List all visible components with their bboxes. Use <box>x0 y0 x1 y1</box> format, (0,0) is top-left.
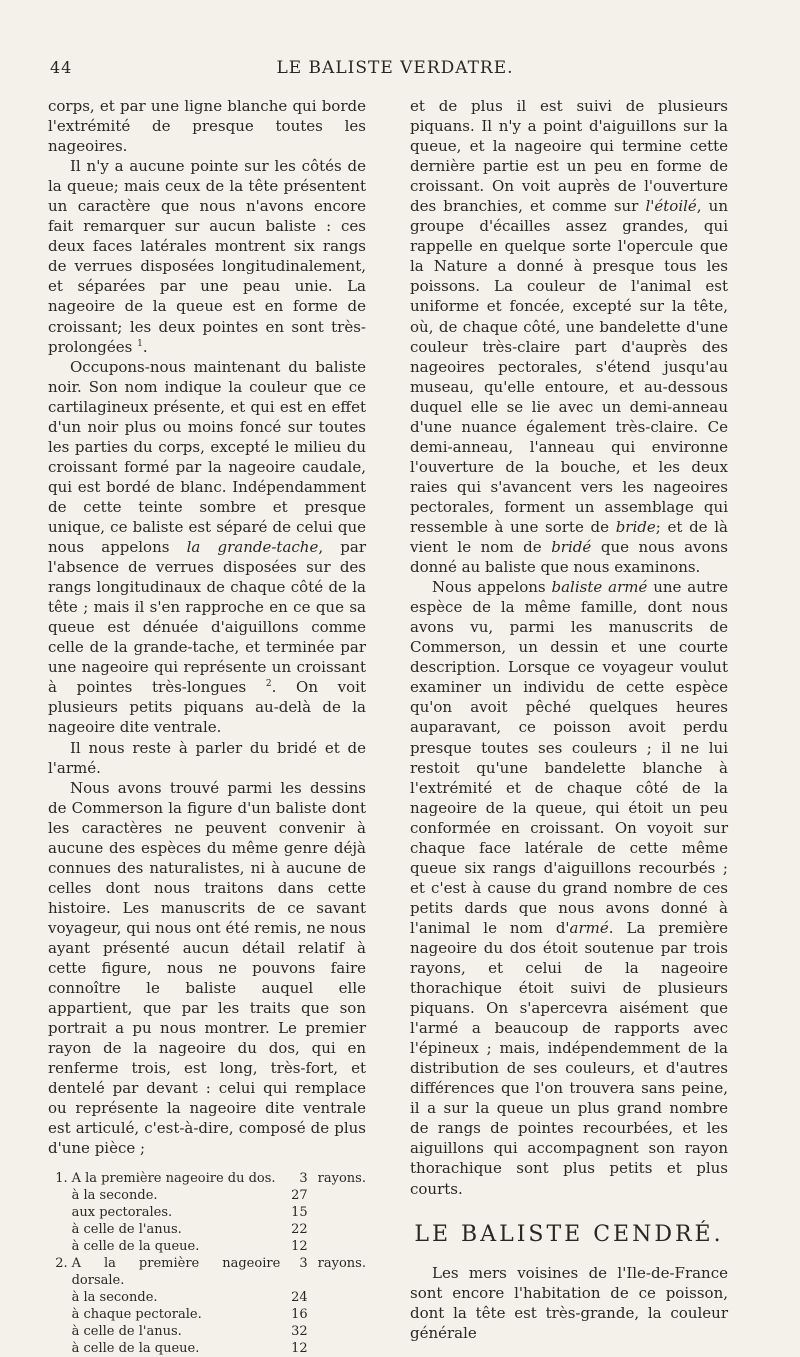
footnote-label: à celle de l'anus. <box>71 1222 182 1238</box>
page-number: 44 <box>50 58 73 77</box>
footnote-ref: 2 <box>265 679 272 690</box>
paragraph-text: que nous avons donné au baliste que nous examinons. <box>410 538 728 577</box>
paragraph: Il n'y a aucune pointe sur les côtés de la queue; mais ceux de la tête présentent un caractère que nous n'avons encore fait remarquer sur aucun baliste : ces deux faces latérales montrent six rangs de verrues disposées longitudinalement, et séparées par une peau unie. La nageoire de la queue est en forme de croissant; les deux pointes en sont très-prolongées $^1$. <box>48 157 366 356</box>
footnote-unit: rayons. <box>317 1171 366 1187</box>
footnote-num <box>48 1323 72 1340</box>
footnote-row <box>48 1340 366 1357</box>
footnote-unit <box>318 1204 366 1221</box>
footnote-value: 15 <box>291 1205 308 1221</box>
emphasis: bride <box>615 517 656 536</box>
footnote-unit: rayons. <box>317 1256 366 1272</box>
paragraph-text: ; et de là vient le nom de <box>410 517 728 557</box>
footnote-value: 16 <box>291 1307 308 1323</box>
footnote-unit <box>318 1187 366 1204</box>
footnote-num <box>48 1306 72 1323</box>
section-title: LE BALISTE CENDRÉ. <box>414 1221 724 1247</box>
footnote-value: 27 <box>291 1188 308 1204</box>
footnote-num <box>48 1289 72 1306</box>
species-name: bridé <box>551 538 592 557</box>
footnote-row <box>48 1306 366 1323</box>
paragraph <box>410 96 728 577</box>
footnote-row <box>48 1187 366 1204</box>
footnote-label: aux pectorales. <box>71 1205 173 1221</box>
paragraph-text: Nous appelons <box>432 578 546 597</box>
footnote-value: 3 <box>299 1256 308 1272</box>
left-column <box>48 96 366 1357</box>
paragraph-text: Occupons-nous maintenant du baliste noir. Son nom indique la couleur que ce cartilagineux présente, et qui est en effet d'un noir plus ou moins foncé sur toutes les parties du corps, excepté le milieu du croissant formé par la nageoire caudale, qui est bordé de blanc. Indépendamment de cette teinte sombre et presque unique, ce baliste est séparé de celui que nous appelons <box>48 357 366 557</box>
footnote-label: à celle de la queue. <box>71 1341 200 1357</box>
paragraph <box>410 577 728 1198</box>
footnote-label: à chaque pectorale. <box>71 1307 202 1323</box>
footnote-ref: 1 <box>137 338 143 349</box>
footnote-num <box>48 1340 72 1357</box>
paragraph: Les mers voisines de l'Ile-de-France sont encore l'habitation de ce poisson, dont la tête est très-grande, la couleur générale <box>410 1263 728 1342</box>
footnote-num: 1. <box>55 1171 68 1187</box>
paragraph-text: une autre espèce de la même famille, dont nous avons vu, parmi les manuscrits de Commerson, un dessin et une courte description. Lorsque ce voyageur voulut examiner un individu de cette espèce qu'on avoit pêché quelques heures auparavant, ce poisson avoit perdu presque toutes ses couleurs ; il ne lui restoit qu'une bandelette blanche à l'extrémité et de chaque côté de la nageoire de la queue, qui étoit un peu conformée en croissant. On voyoit sur chaque face latérale de cette même queue six rangs d'aiguillons recourbés ; et c'est à cause du grand nombre de ces petits dards que nous avons donné à l'animal le nom d' <box>410 578 728 937</box>
footnote-num <box>48 1238 72 1255</box>
paragraph-text: , par l'absence de verrues disposées sur des rangs longitudinaux de chaque côté de la tête ; mais il s'en rapproche en ce que sa queue est dénuée d'aiguillons comme celle de la grande-tache, et terminée par une nageoire qui représente un croissant à pointes très-longues <box>48 538 367 697</box>
right-column <box>410 96 728 1343</box>
paragraph-text: , un groupe d'écailles assez grandes, qui rappelle en quelque sorte l'opercule que la Nature a donné à presque tous les poissons. La couleur de l'animal est uniforme et foncée, excepté sur la tête, où, de chaque côté, une bandelette d'une couleur très-claire part d'auprès des nageoires pectorales, s'étend jusqu'au museau, qu'elle entoure, et au-dessous duquel elle se lie avec un demi-anneau d'une nuance également très-claire. Ce demi-anneau, l'anneau qui environne l'ouverture de la bouche, et les deux raies qui s'avancent vers les nageoires pectorales, forment un assemblage qui ressemble à une sorte de <box>410 197 728 536</box>
species-name: la grande-tache <box>186 538 319 557</box>
paragraph: corps, et par une ligne blanche qui borde l'extrémité de presque toutes les nageoires. <box>48 97 366 156</box>
footnote-value: 12 <box>291 1341 308 1357</box>
page-header <box>50 58 740 82</box>
footnote-value: 3 <box>299 1171 308 1187</box>
footnote-table <box>48 1170 366 1357</box>
footnote-row <box>48 1221 366 1238</box>
footnote-label: à celle de la queue. <box>71 1239 200 1255</box>
footnote-row <box>48 1323 366 1340</box>
footnote-unit <box>318 1306 366 1323</box>
footnote-row <box>48 1289 366 1306</box>
footnote-row <box>48 1255 366 1289</box>
footnote-num <box>48 1221 72 1238</box>
footnote-unit <box>318 1238 366 1255</box>
footnote-label: à la seconde. <box>71 1188 158 1204</box>
footnote-value: 24 <box>291 1290 308 1306</box>
footnote-num <box>48 1204 72 1221</box>
footnote-label: à celle de l'anus. <box>71 1324 182 1340</box>
paragraph-text: et de plus il est suivi de plusieurs piquans. Il n'y a point d'aiguillons sur la queue, et la nageoire qui termine cette dernière partie est un peu en forme de croissant. On voit auprès de l'ouverture des branchies, et comme sur <box>410 97 728 216</box>
footnote-value: 12 <box>291 1239 308 1255</box>
paragraph-text: Il n'y a aucune pointe sur les côtés de la queue; mais ceux de la tête présentent un caractère que nous n'avons encore fait remarquer sur aucun baliste : ces deux faces latérales montrent six rangs de verrues disposées longitudinalement, et séparées par une peau unie. La nageoire de la queue est en forme de croissant; les deux pointes en sont très-prolongées <box>48 157 366 356</box>
species-name: baliste armé <box>551 578 648 597</box>
footnote-unit <box>318 1340 366 1357</box>
species-name: armé <box>569 918 609 937</box>
footnote-unit <box>318 1221 366 1238</box>
paragraph: Nous avons trouvé parmi les dessins de Commerson la figure d'un baliste dont les caractères ne peuvent convenir à aucune des espèces du même genre déjà connues des naturalistes, ni à aucune de celles dont nous traitons dans cette histoire. Les manuscrits de ce savant voyageur, qui nous ont été remis, ne nous ayant présenté aucun détail relatif à cette figure, nous ne pouvons faire connoître le baliste auquel elle appartient, que par les traits que son portrait a pu nous montrer. Le premier rayon de la nageoire du dos, qui en renferme trois, est long, très-fort, et dentelé par devant : celui qui remplace ou représente la nageoire dite ventrale est articulé, c'est-à-dire, composé de plus d'une pièce ; <box>48 778 366 1158</box>
paragraph-text: . On voit plusieurs petits piquans au-delà de la nageoire dite ventrale. <box>48 678 367 737</box>
footnote-unit <box>318 1289 366 1306</box>
footnote-value: 22 <box>291 1222 308 1238</box>
species-name: l'étoilé <box>645 197 697 216</box>
footnote-row <box>48 1170 366 1187</box>
footnote-row <box>48 1204 366 1221</box>
footnote-num <box>48 1187 72 1204</box>
paragraph <box>48 357 366 738</box>
footnote-unit <box>318 1323 366 1340</box>
running-title: LE BALISTE VERDATRE. <box>276 58 514 78</box>
footnote-row <box>48 1238 366 1255</box>
footnote-label: A la première nageoire dorsale. <box>71 1256 281 1289</box>
footnote-value: 32 <box>291 1324 308 1340</box>
paragraph: Il nous reste à parler du bridé et de l'armé. <box>48 738 366 777</box>
footnote-label: à la seconde. <box>71 1290 158 1306</box>
paragraph-text: . La première nageoire du dos étoit soutenue par trois rayons, et celui de la nageoire thorachique étoit suivi de plusieurs piquans. On s'apercevra aisément que l'armé a beaucoup de rapports avec l'épineux ; mais, indépendemment de la distribution de ses couleurs, et d'autres différences que l'on trouvera sans peine, il a sur la queue un plus grand nombre de rangs de pointes recourbées, et les aiguillons qui accompagnent son rayon thorachique sont plus petits et plus courts. <box>410 918 728 1198</box>
footnote-num: 2. <box>55 1256 68 1272</box>
footnote-label: A la première nageoire du dos. <box>71 1171 276 1187</box>
